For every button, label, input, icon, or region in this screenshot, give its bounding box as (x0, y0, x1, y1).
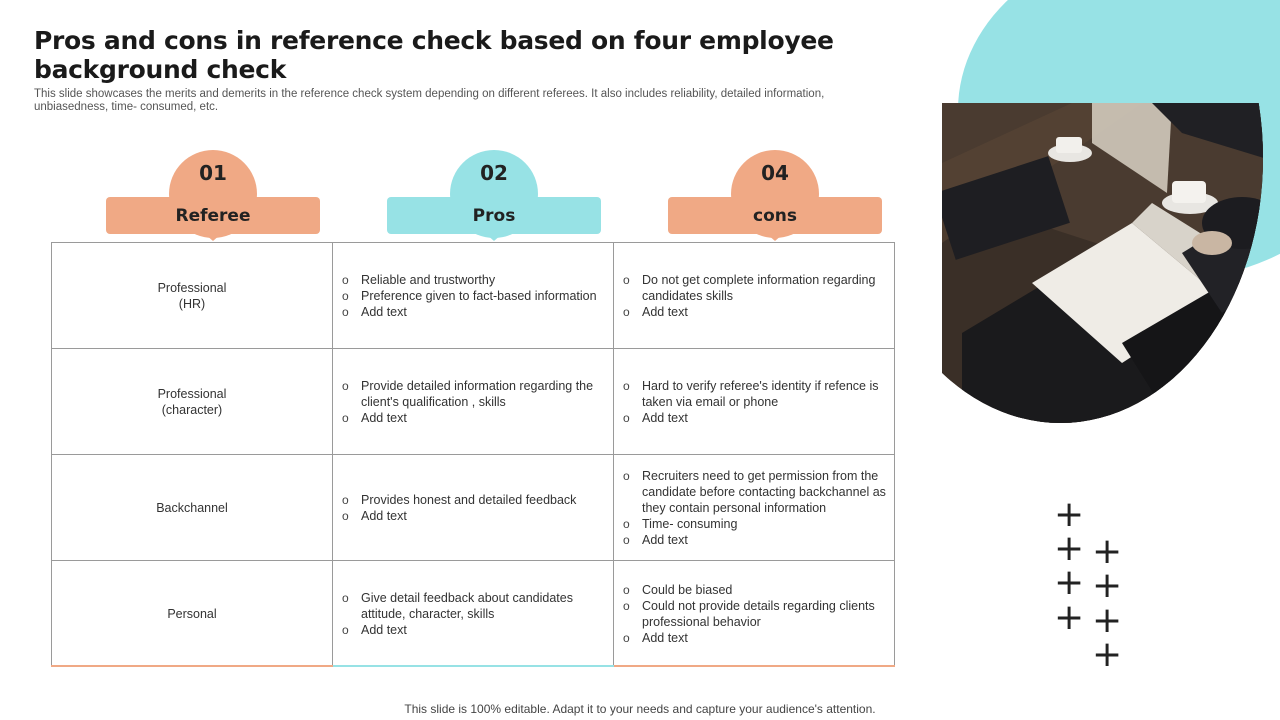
referee-name: Personal (167, 607, 217, 621)
list-item: o Add text (342, 622, 605, 638)
table-row-pros-cell (333, 349, 614, 455)
plus-icon: + (1092, 634, 1123, 675)
list-item: o Add text (342, 304, 597, 320)
table-row-referee-cell (52, 561, 333, 667)
page-title: Pros and cons in reference check based on four employee background check (34, 26, 834, 84)
list-item: o Reliable and trustworthy (342, 272, 597, 288)
list-item: o Add text (623, 532, 886, 548)
cons-header-pointer (767, 234, 783, 241)
list-item: o Could be biased (623, 582, 886, 598)
list-item: o Time- consuming (623, 516, 886, 532)
list-item: o Give detail feedback about candidates attitude, character, skills (342, 590, 605, 622)
pros-header: Pros (387, 197, 601, 234)
plus-icon: + (1054, 528, 1085, 569)
table-row-referee-cell (52, 349, 333, 455)
table-row-referee-cell (52, 243, 333, 349)
list-item: o Provide detailed information regarding the client's qualification , skills (342, 378, 605, 410)
table-row-referee-cell (52, 455, 333, 561)
plus-icon: + (1054, 597, 1085, 638)
referee-column-underline (51, 665, 333, 667)
list-item: o Preference given to fact-based information (342, 288, 597, 304)
table-row-pros-cell (333, 561, 614, 667)
list-item: o Hard to verify referee's identity if refence is taken via email or phone (623, 378, 886, 410)
list-item: o Provides honest and detailed feedback (342, 492, 576, 508)
plus-icon: + (1092, 565, 1123, 606)
plus-icon: + (1054, 494, 1085, 535)
referee-type: (HR) (178, 296, 206, 311)
pros-number-badge: 02 (450, 150, 538, 238)
list-item: o Add text (623, 410, 886, 426)
referee-type: (character) (161, 402, 223, 417)
table-row-cons-cell (614, 561, 894, 667)
list-item: o Add text (342, 508, 576, 524)
list-item: o Recruiters need to get permission from the candidate before contacting backchannel as they contain personal information (623, 468, 886, 516)
cons-column-underline (614, 665, 895, 667)
referee-name: Professional (157, 386, 227, 401)
page-subtitle: This slide showcases the merits and demerits in the reference check system depending on different referees. It also includes reliability, detailed information, unbiasedness, time- consumed, etc. (34, 88, 825, 113)
referee-name: Backchannel (156, 500, 228, 515)
table-row-pros-cell (333, 455, 614, 561)
plus-icon: + (1054, 562, 1085, 603)
list-item: o Could not provide details regarding clients professional behavior (623, 598, 886, 630)
referee-header-pointer (205, 234, 221, 241)
footer-text: This slide is 100% editable. Adapt it to your needs and capture your audience's attention. (404, 702, 876, 716)
referee-number-badge: 01 (169, 150, 257, 238)
plus-icon: + (1092, 600, 1123, 641)
cons-header: cons (668, 197, 882, 234)
footer-note (0, 702, 1280, 716)
list-item: o Add text (342, 410, 605, 426)
table-row-cons-cell (614, 349, 894, 455)
list-item: o Do not get complete information regarding candidates skills (623, 272, 886, 304)
pros-cons-table (51, 242, 895, 666)
table-row-cons-cell (614, 455, 894, 561)
referee-header: Referee (106, 197, 320, 234)
list-item: o Add text (623, 304, 886, 320)
cons-number-badge: 04 (731, 150, 819, 238)
table-row-cons-cell (614, 243, 894, 349)
meeting-photo (942, 103, 1280, 423)
list-item: o Add text (623, 630, 886, 646)
plus-icon: + (1092, 531, 1123, 572)
pros-header-pointer (486, 234, 502, 241)
referee-name: Professional (157, 280, 227, 295)
pros-column-underline (333, 665, 614, 667)
table-row-pros-cell (333, 243, 614, 349)
